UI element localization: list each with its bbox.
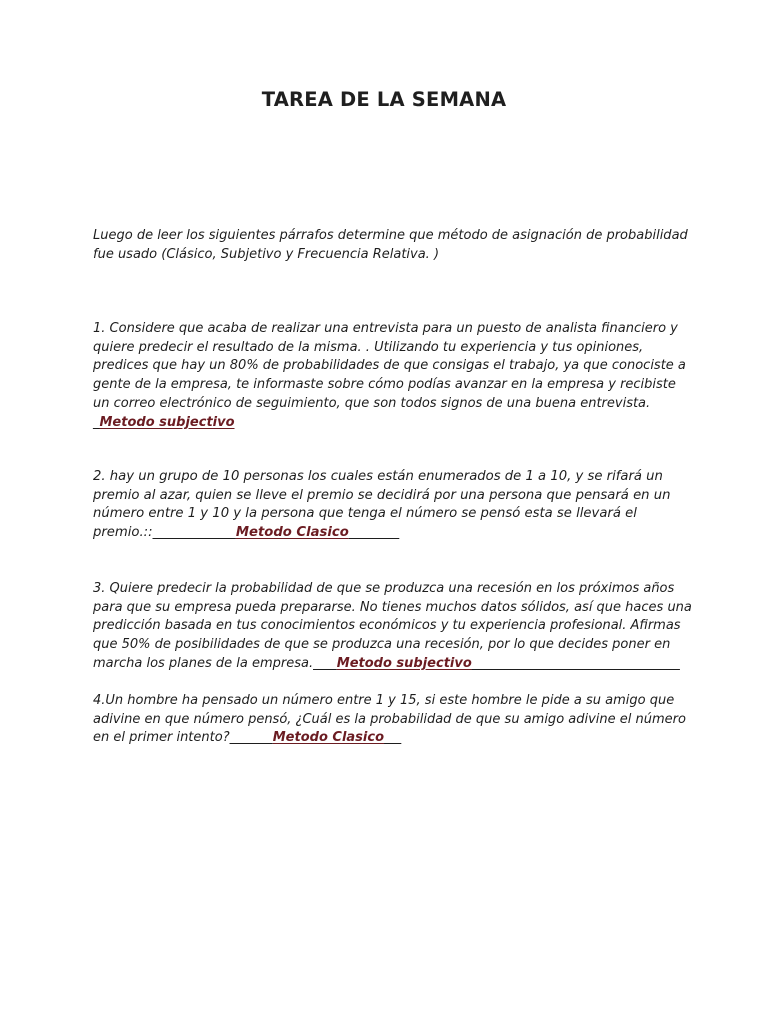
answer-line bbox=[93, 655, 693, 674]
answer-line bbox=[93, 524, 693, 543]
intro-paragraph bbox=[93, 227, 693, 264]
question-line: 4.Un hombre ha pensado un número entre 1 y 15, si este hombre le pide a su amigo que bbox=[93, 693, 675, 708]
answer-text: Metodo subjectivo bbox=[99, 414, 235, 430]
answer-blank: ___ bbox=[313, 655, 337, 671]
line-prefix: premio.:: bbox=[93, 525, 153, 541]
question-1 bbox=[93, 320, 693, 432]
question-line: 3. Quiere predecir la probabilidad de que se produzca una recesión en los próximos años bbox=[93, 581, 675, 596]
question-line: predicción basada en tus conocimientos económicos y tu experiencia profesional. Afirmas bbox=[93, 618, 681, 634]
question-4 bbox=[93, 692, 693, 748]
question-3 bbox=[93, 580, 693, 674]
answer-line bbox=[93, 414, 693, 433]
answer-blank: _______ bbox=[348, 525, 400, 541]
question-line: adivine en que número pensó, ¿Cuál es la probabilidad de que su amigo adivine el número bbox=[93, 711, 686, 727]
answer-blank: __ bbox=[384, 730, 402, 746]
line-prefix: en el primer intento? bbox=[93, 730, 230, 746]
question-line: 2. hay un grupo de 10 personas los cuales están enumerados de 1 a 10, y se rifará un bbox=[93, 469, 663, 484]
question-line: un correo electrónico de seguimiento, que son todos signos de una buena entrevista. bbox=[93, 395, 651, 411]
intro-line: fue usado (Clásico, Subjetivo y Frecuencia Relativa. ) bbox=[93, 246, 440, 262]
question-line: número entre 1 y 10 y la persona que tenga el número se pensó esta se llevará el bbox=[93, 506, 637, 522]
line-prefix: marcha los planes de la empresa. bbox=[93, 655, 314, 671]
question-line: gente de la empresa, te informaste sobre cómo podías avanzar en la empresa y recibiste bbox=[93, 377, 676, 393]
question-2 bbox=[93, 468, 693, 543]
answer-text: Metodo Clasico bbox=[272, 730, 385, 746]
question-line: predices que hay un 80% de probabilidades de que consigas el trabajo, ya que conociste a bbox=[93, 358, 686, 374]
answer-text: Metodo Clasico bbox=[235, 525, 349, 541]
answer-blank: _ bbox=[93, 414, 100, 430]
question-line: 1. Considere que acaba de realizar una entrevista para un puesto de analista financiero y bbox=[93, 321, 678, 336]
question-line: premio al azar, quien se lleve el premio se decidirá por una persona que pensará en un bbox=[93, 487, 671, 503]
question-line: quiere predecir el resultado de la misma. . Utilizando tu experiencia y tus opiniones, bbox=[93, 339, 644, 355]
answer-blank: ______ bbox=[229, 730, 273, 746]
answer-blank: ____________ bbox=[152, 525, 236, 541]
intro-line: Luego de leer los siguientes párrafos determine que método de asignación de probabilidad bbox=[93, 228, 688, 243]
question-line: que 50% de posibilidades de que se produzca una recesión, por lo que decides poner en bbox=[93, 637, 671, 653]
answer-blank: ________________________________ bbox=[471, 655, 680, 671]
answer-line bbox=[93, 729, 693, 748]
answer-text: Metodo subjectivo bbox=[336, 655, 472, 671]
page-title: TAREA DE LA SEMANA bbox=[261, 88, 507, 111]
question-line: para que su empresa pueda prepararse. No tienes muchos datos sólidos, así que haces una bbox=[93, 599, 692, 615]
